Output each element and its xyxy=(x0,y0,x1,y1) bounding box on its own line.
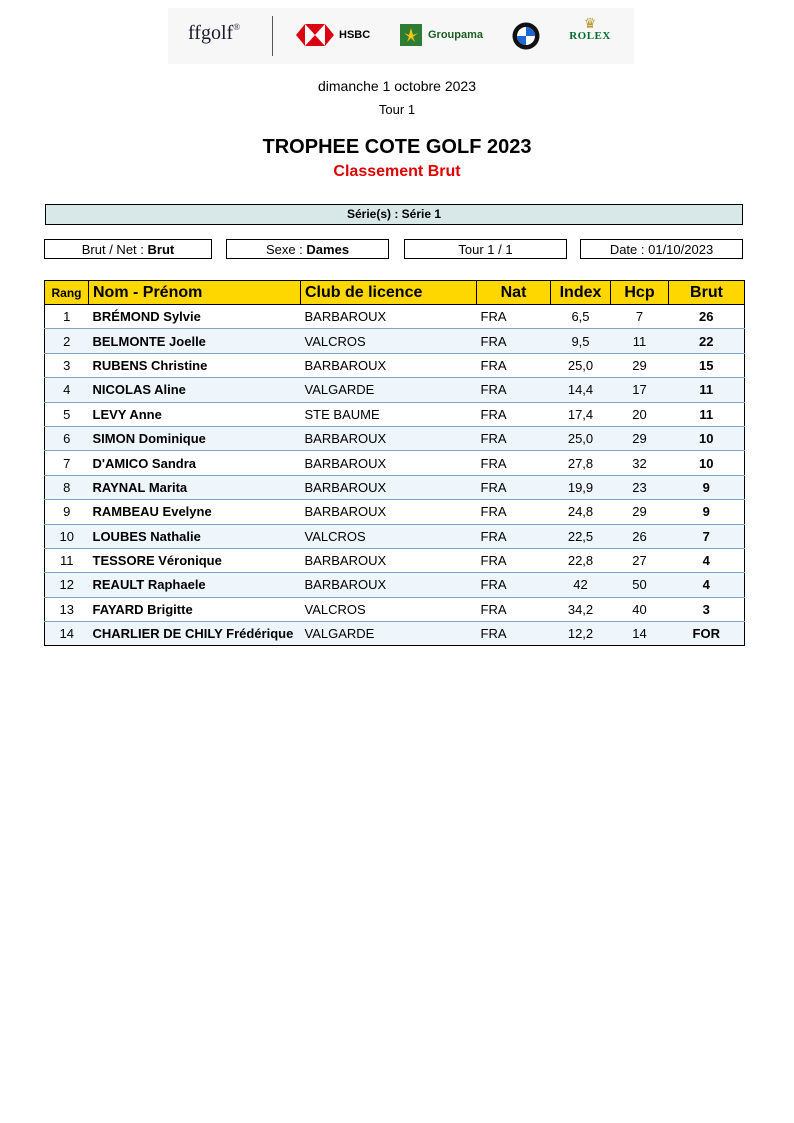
rank-cell: 2 xyxy=(45,329,89,353)
table-row xyxy=(45,451,745,475)
index-cell: 22,5 xyxy=(551,524,611,548)
sponsor-banner xyxy=(168,8,634,64)
date-box xyxy=(580,239,743,259)
table-row xyxy=(45,524,745,548)
index-cell: 12,2 xyxy=(551,622,611,646)
club-cell: BARBAROUX xyxy=(301,451,477,475)
nationality-cell: FRA xyxy=(477,451,551,475)
brut-score-cell: 4 xyxy=(669,548,745,572)
rank-cell: 5 xyxy=(45,402,89,426)
brut-score-cell: 3 xyxy=(669,597,745,621)
table-row xyxy=(45,402,745,426)
table-row xyxy=(45,573,745,597)
handicap-cell: 27 xyxy=(611,548,669,572)
header-nom: Nom - Prénom xyxy=(89,281,301,305)
brut-score-cell: 9 xyxy=(669,500,745,524)
club-cell: VALGARDE xyxy=(301,622,477,646)
club-cell: VALCROS xyxy=(301,524,477,548)
table-row xyxy=(45,353,745,377)
sexe-value: Dames xyxy=(306,242,350,257)
event-date: dimanche 1 octobre 2023 xyxy=(318,78,476,94)
club-cell: BARBAROUX xyxy=(301,426,477,450)
player-name-cell: FAYARD Brigitte xyxy=(89,597,301,621)
index-cell: 42 xyxy=(551,573,611,597)
index-cell: 24,8 xyxy=(551,500,611,524)
groupama-leaf-icon xyxy=(400,24,422,46)
header-rang: Rang xyxy=(45,281,89,305)
index-cell: 22,8 xyxy=(551,548,611,572)
player-name-cell: D'AMICO Sandra xyxy=(89,451,301,475)
event-tour: Tour 1 xyxy=(378,102,416,117)
brut-score-cell: 10 xyxy=(669,451,745,475)
nationality-cell: FRA xyxy=(477,475,551,499)
date-value: Date : 01/10/2023 xyxy=(609,242,714,257)
tour-box xyxy=(404,239,567,259)
hsbc-logo-text: HSBC xyxy=(339,29,371,41)
handicap-cell: 29 xyxy=(611,500,669,524)
rank-cell: 6 xyxy=(45,426,89,450)
page-subtitle: Classement Brut xyxy=(333,163,461,180)
index-cell: 6,5 xyxy=(551,305,611,329)
nationality-cell: FRA xyxy=(477,353,551,377)
groupama-logo xyxy=(400,24,483,46)
club-cell: VALCROS xyxy=(301,597,477,621)
club-cell: BARBAROUX xyxy=(301,573,477,597)
index-cell: 34,2 xyxy=(551,597,611,621)
table-row xyxy=(45,622,745,646)
player-name-cell: TESSORE Véronique xyxy=(89,548,301,572)
nationality-cell: FRA xyxy=(477,426,551,450)
brut-score-cell: 9 xyxy=(669,475,745,499)
handicap-cell: 26 xyxy=(611,524,669,548)
index-cell: 19,9 xyxy=(551,475,611,499)
brut-net-value: Brut xyxy=(147,242,175,257)
player-name-cell: SIMON Dominique xyxy=(89,426,301,450)
handicap-cell: 50 xyxy=(611,573,669,597)
rank-cell: 8 xyxy=(45,475,89,499)
table-row xyxy=(45,378,745,402)
club-cell: BARBAROUX xyxy=(301,305,477,329)
brut-net-label: Brut / Net : xyxy=(81,242,144,257)
brut-score-cell: 26 xyxy=(669,305,745,329)
handicap-cell: 14 xyxy=(611,622,669,646)
handicap-cell: 11 xyxy=(611,329,669,353)
handicap-cell: 20 xyxy=(611,402,669,426)
tour-value: Tour 1 / 1 xyxy=(458,242,513,257)
brut-score-cell: 11 xyxy=(669,402,745,426)
table-row xyxy=(45,426,745,450)
handicap-cell: 40 xyxy=(611,597,669,621)
brut-score-cell: 11 xyxy=(669,378,745,402)
player-name-cell: RUBENS Christine xyxy=(89,353,301,377)
table-row xyxy=(45,597,745,621)
rank-cell: 9 xyxy=(45,500,89,524)
ffgolf-logo-text: ffgolf xyxy=(188,22,234,44)
handicap-cell: 7 xyxy=(611,305,669,329)
player-name-cell: RAMBEAU Evelyne xyxy=(89,500,301,524)
table-row xyxy=(45,329,745,353)
rank-cell: 1 xyxy=(45,305,89,329)
club-cell: STE BAUME xyxy=(301,402,477,426)
nationality-cell: FRA xyxy=(477,378,551,402)
index-cell: 25,0 xyxy=(551,353,611,377)
rolex-logo-text: ROLEX xyxy=(569,30,611,42)
bmw-logo xyxy=(512,22,540,55)
header-nat: Nat xyxy=(477,281,551,305)
club-cell: BARBAROUX xyxy=(301,353,477,377)
hsbc-logo xyxy=(296,24,370,46)
results-table xyxy=(44,280,745,646)
rank-cell: 10 xyxy=(45,524,89,548)
rank-cell: 14 xyxy=(45,622,89,646)
sexe-box xyxy=(226,239,389,259)
index-cell: 9,5 xyxy=(551,329,611,353)
brut-score-cell: FOR xyxy=(669,622,745,646)
table-row xyxy=(45,548,745,572)
nationality-cell: FRA xyxy=(477,524,551,548)
ffgolf-logo: ffgolf® xyxy=(188,22,241,44)
club-cell: VALCROS xyxy=(301,329,477,353)
club-cell: BARBAROUX xyxy=(301,548,477,572)
table-row xyxy=(45,305,745,329)
rank-cell: 13 xyxy=(45,597,89,621)
header-index: Index xyxy=(551,281,611,305)
table-row xyxy=(45,500,745,524)
player-name-cell: BELMONTE Joelle xyxy=(89,329,301,353)
header-hcp: Hcp xyxy=(611,281,669,305)
hsbc-hexagon-icon xyxy=(296,24,334,46)
nationality-cell: FRA xyxy=(477,573,551,597)
brut-net-box xyxy=(44,239,212,259)
brut-score-cell: 15 xyxy=(669,353,745,377)
rank-cell: 12 xyxy=(45,573,89,597)
nationality-cell: FRA xyxy=(477,500,551,524)
header-brut: Brut xyxy=(669,281,745,305)
handicap-cell: 17 xyxy=(611,378,669,402)
header-club: Club de licence xyxy=(301,281,477,305)
page-title: TROPHEE COTE GOLF 2023 xyxy=(262,136,532,158)
rank-cell: 11 xyxy=(45,548,89,572)
rank-cell: 4 xyxy=(45,378,89,402)
sexe-label: Sexe : xyxy=(265,242,303,257)
player-name-cell: LEVY Anne xyxy=(89,402,301,426)
nationality-cell: FRA xyxy=(477,622,551,646)
handicap-cell: 23 xyxy=(611,475,669,499)
nationality-cell: FRA xyxy=(477,329,551,353)
nationality-cell: FRA xyxy=(477,402,551,426)
table-row xyxy=(45,475,745,499)
brut-score-cell: 22 xyxy=(669,329,745,353)
nationality-cell: FRA xyxy=(477,597,551,621)
nationality-cell: FRA xyxy=(477,548,551,572)
player-name-cell: CHARLIER DE CHILY Frédérique xyxy=(89,622,301,646)
club-cell: BARBAROUX xyxy=(301,500,477,524)
rank-cell: 7 xyxy=(45,451,89,475)
crown-icon: ♛ xyxy=(583,15,597,31)
brut-score-cell: 7 xyxy=(669,524,745,548)
brut-score-cell: 4 xyxy=(669,573,745,597)
rank-cell: 3 xyxy=(45,353,89,377)
club-cell: VALGARDE xyxy=(301,378,477,402)
serie-banner: Série(s) : Série 1 xyxy=(45,204,743,225)
handicap-cell: 29 xyxy=(611,426,669,450)
index-cell: 14,4 xyxy=(551,378,611,402)
brut-score-cell: 10 xyxy=(669,426,745,450)
bmw-roundel-icon xyxy=(512,22,540,50)
nationality-cell: FRA xyxy=(477,305,551,329)
handicap-cell: 32 xyxy=(611,451,669,475)
groupama-logo-text: Groupama xyxy=(428,29,484,41)
logo-divider xyxy=(272,16,273,56)
index-cell: 27,8 xyxy=(551,451,611,475)
player-name-cell: LOUBES Nathalie xyxy=(89,524,301,548)
player-name-cell: REAULT Raphaele xyxy=(89,573,301,597)
player-name-cell: NICOLAS Aline xyxy=(89,378,301,402)
club-cell: BARBAROUX xyxy=(301,475,477,499)
handicap-cell: 29 xyxy=(611,353,669,377)
table-header-row xyxy=(45,281,745,305)
player-name-cell: RAYNAL Marita xyxy=(89,475,301,499)
index-cell: 25,0 xyxy=(551,426,611,450)
index-cell: 17,4 xyxy=(551,402,611,426)
rolex-logo xyxy=(562,16,618,42)
player-name-cell: BRÉMOND Sylvie xyxy=(89,305,301,329)
